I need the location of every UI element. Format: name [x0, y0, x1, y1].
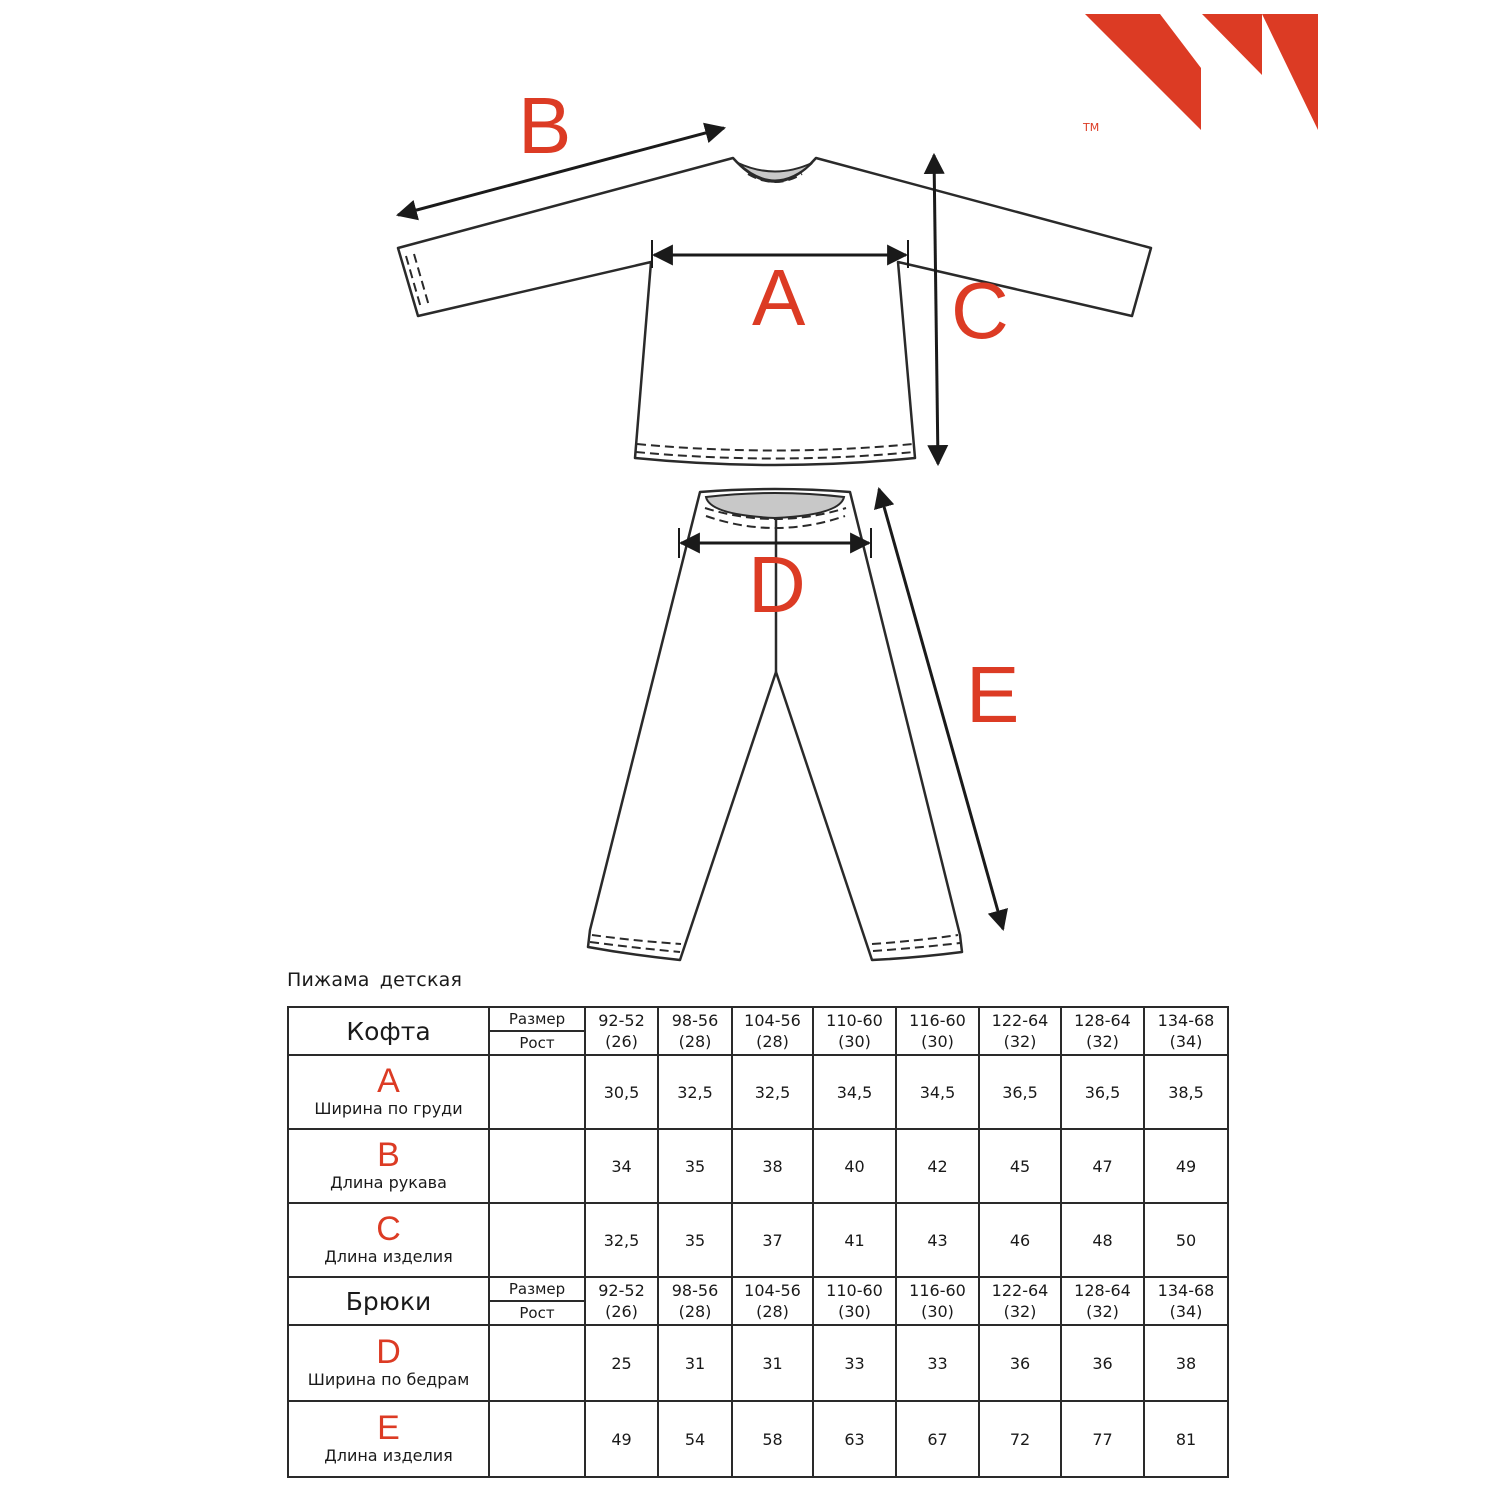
size-code: (32) [1003, 1302, 1037, 1321]
measure-name-cell [288, 1325, 489, 1401]
measure-value: 31 [658, 1325, 732, 1401]
size-cell [1144, 1277, 1228, 1325]
measure-letter: E [377, 1409, 400, 1447]
height-label: Рост [489, 1031, 585, 1055]
section-title: Кофта [288, 1007, 489, 1055]
measure-value: 77 [1061, 1401, 1144, 1477]
measure-value: 33 [813, 1325, 896, 1401]
table-row [288, 1401, 1228, 1477]
size-value: 122-64 [991, 1281, 1049, 1300]
size-cell [1061, 1277, 1144, 1325]
measure-letter: D [376, 1333, 401, 1371]
size-code: (28) [756, 1032, 789, 1051]
size-table [287, 1006, 1229, 1478]
section-header-row [288, 1007, 1228, 1031]
measure-value: 54 [658, 1401, 732, 1477]
measure-name-cell [288, 1055, 489, 1129]
empty-cell [489, 1325, 585, 1401]
chart-title: Пижама детская [287, 969, 463, 991]
measure-value: 38 [1144, 1325, 1228, 1401]
measure-description: Ширина по груди [314, 1099, 463, 1118]
measure-value: 34 [585, 1129, 658, 1203]
measure-value: 36 [1061, 1325, 1144, 1401]
measure-value: 35 [658, 1129, 732, 1203]
measure-description: Длина изделия [324, 1247, 453, 1266]
measure-value: 32,5 [732, 1055, 813, 1129]
table-row [288, 1325, 1228, 1401]
measure-value: 58 [732, 1401, 813, 1477]
measure-value: 38 [732, 1129, 813, 1203]
size-value: 98-56 [671, 1011, 719, 1030]
size-cell [813, 1277, 896, 1325]
measure-value: 36,5 [979, 1055, 1061, 1129]
measure-value: 43 [896, 1203, 979, 1277]
measure-value: 50 [1144, 1203, 1228, 1277]
measure-value: 34,5 [813, 1055, 896, 1129]
empty-cell [489, 1129, 585, 1203]
size-cell [1061, 1007, 1144, 1055]
measure-value: 40 [813, 1129, 896, 1203]
size-value: 116-60 [909, 1281, 966, 1300]
size-value: 110-60 [826, 1281, 883, 1300]
trademark-sign: TM [1083, 121, 1100, 134]
size-value: 134-68 [1157, 1281, 1215, 1300]
measure-value: 38,5 [1144, 1055, 1228, 1129]
label-c: C [951, 266, 1009, 355]
size-cell [896, 1007, 979, 1055]
measure-description: Ширина по бедрам [307, 1370, 470, 1389]
table-row [288, 1203, 1228, 1277]
size-label: Размер [489, 1277, 585, 1301]
empty-cell [489, 1401, 585, 1477]
table-row [288, 1055, 1228, 1129]
size-cell [732, 1007, 813, 1055]
size-value: 104-56 [744, 1281, 801, 1300]
measure-name-cell [288, 1401, 489, 1477]
measure-value: 48 [1061, 1203, 1144, 1277]
size-cell [732, 1277, 813, 1325]
measure-value: 36 [979, 1325, 1061, 1401]
size-value: 128-64 [1074, 1281, 1131, 1300]
size-cell [585, 1007, 658, 1055]
size-cell [658, 1007, 732, 1055]
label-a: A [752, 253, 806, 342]
measure-value: 34,5 [896, 1055, 979, 1129]
size-code: (28) [678, 1302, 712, 1321]
size-code: (26) [605, 1302, 638, 1321]
measure-value: 33 [896, 1325, 979, 1401]
size-code: (28) [756, 1302, 789, 1321]
measure-value: 72 [979, 1401, 1061, 1477]
size-code: (30) [921, 1302, 954, 1321]
size-code: (32) [1003, 1032, 1037, 1051]
size-cell [1144, 1007, 1228, 1055]
measure-description: Длина изделия [324, 1446, 453, 1465]
measure-value: 31 [732, 1325, 813, 1401]
size-code: (34) [1169, 1032, 1203, 1051]
measure-value: 63 [813, 1401, 896, 1477]
measure-value: 81 [1144, 1401, 1228, 1477]
size-value: 92-52 [598, 1281, 645, 1300]
size-value: 98-56 [671, 1281, 719, 1300]
brand-logo [1085, 14, 1318, 130]
size-cell [585, 1277, 658, 1325]
measure-value: 30,5 [585, 1055, 658, 1129]
measure-value: 49 [1144, 1129, 1228, 1203]
measure-value: 41 [813, 1203, 896, 1277]
size-code: (32) [1086, 1032, 1119, 1051]
measure-value: 37 [732, 1203, 813, 1277]
measure-value: 67 [896, 1401, 979, 1477]
measure-letter: A [377, 1062, 400, 1100]
size-label: Размер [489, 1007, 585, 1031]
size-cell [658, 1277, 732, 1325]
size-code: (28) [678, 1032, 712, 1051]
size-value: 122-64 [991, 1011, 1049, 1030]
measure-letter: B [377, 1136, 400, 1174]
size-code: (30) [838, 1302, 871, 1321]
measure-letter: C [376, 1210, 401, 1248]
measure-value: 49 [585, 1401, 658, 1477]
measure-description: Длина рукава [330, 1173, 447, 1192]
measure-value: 25 [585, 1325, 658, 1401]
size-code: (32) [1086, 1302, 1119, 1321]
label-b: B [518, 81, 572, 170]
measure-name-cell [288, 1129, 489, 1203]
size-value: 134-68 [1157, 1011, 1215, 1030]
measure-value: 35 [658, 1203, 732, 1277]
size-cell [896, 1277, 979, 1325]
size-cell [979, 1007, 1061, 1055]
size-value: 104-56 [744, 1011, 801, 1030]
measure-value: 45 [979, 1129, 1061, 1203]
measure-value: 42 [896, 1129, 979, 1203]
section-title: Брюки [288, 1277, 489, 1325]
empty-cell [489, 1203, 585, 1277]
measure-value: 36,5 [1061, 1055, 1144, 1129]
size-value: 128-64 [1074, 1011, 1131, 1030]
label-d: D [748, 540, 806, 629]
size-value: 116-60 [909, 1011, 966, 1030]
size-code: (30) [838, 1032, 871, 1051]
section-header-row [288, 1277, 1228, 1301]
empty-cell [489, 1055, 585, 1129]
size-code: (34) [1169, 1302, 1203, 1321]
size-code: (26) [605, 1032, 638, 1051]
size-cell [979, 1277, 1061, 1325]
measure-value: 47 [1061, 1129, 1144, 1203]
label-e: E [966, 650, 1020, 739]
height-label: Рост [489, 1301, 585, 1325]
measure-value: 46 [979, 1203, 1061, 1277]
measure-name-cell [288, 1203, 489, 1277]
size-code: (30) [921, 1032, 954, 1051]
measure-value: 32,5 [585, 1203, 658, 1277]
table-row [288, 1129, 1228, 1203]
size-value: 92-52 [598, 1011, 645, 1030]
size-value: 110-60 [826, 1011, 883, 1030]
measure-value: 32,5 [658, 1055, 732, 1129]
size-cell [813, 1007, 896, 1055]
